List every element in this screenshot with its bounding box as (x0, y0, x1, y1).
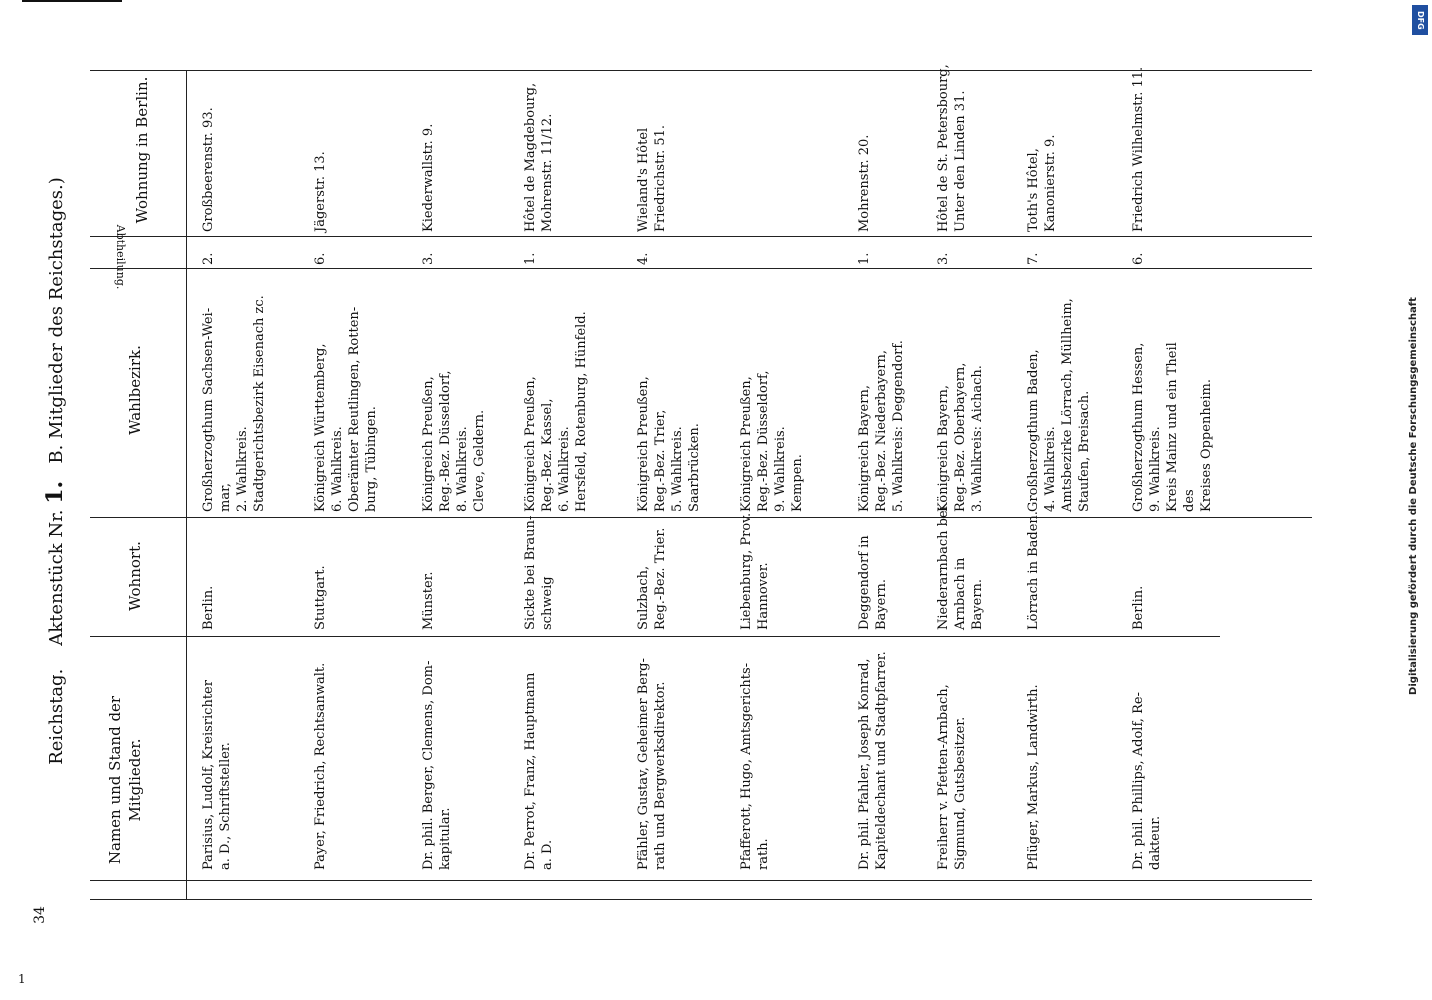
row-9-abt: 7. (1026, 252, 1041, 265)
row-2-wohnung: Jägerstr. 13. (313, 151, 328, 232)
col-rule-wahlbezirk (90, 517, 1312, 518)
running-header (42, 31, 68, 911)
row-9-wohnort: Lörrach in Baden. (1026, 511, 1041, 630)
table-bottom-rule (90, 899, 1312, 900)
row-10-wohnung: Friedrich Wilhelmstr. 11. (1131, 66, 1146, 232)
row-1-abt: 2. (201, 252, 216, 265)
page-number: 34 (32, 906, 48, 924)
row-6-wahlbezirk: Königreich Preußen, Reg.-Bez. Düsseldorf, 9. Wahlkreis. Kempen. (739, 370, 805, 512)
row-2-name: Payer, Friedrich, Rechtsanwalt. (313, 662, 328, 870)
row-4-name: Dr. Perrot, Franz, Hauptmann a. D. (523, 672, 555, 870)
row-5-abt: 4. (636, 252, 651, 265)
side-caption: Digitalisierung gefördert durch die Deutsche Forschungsgemeinschaft (1408, 297, 1419, 695)
row-3-wohnort: Münster. (421, 571, 436, 630)
row-4-wohnort: Sickte bei Braun- schweig (523, 515, 555, 630)
header-wohnung: Wohnung in Berlin. (133, 76, 151, 224)
row-7-wahlbezirk: Königreich Bayern, Reg.-Bez. Niederbayern, 5. Wahlkreis: Deggendorf. (857, 340, 906, 512)
row-8-wahlbezirk: Königreich Bayern, Reg.-Bez. Oberbayern, 3. Wahlkreis: Aichach. (936, 362, 985, 512)
row-5-wahlbezirk: Königreich Preußen, Reg.-Bez. Trier, 5. Wahlkreis. Saarbrücken. (636, 376, 702, 512)
header-bottom-rule (90, 880, 1312, 881)
row-10-wahlbezirk: Großherzogthum Hessen, 9. Wahlkreis. Kreis Mainz und ein Theil des Kreises Oppenheim. (1131, 342, 1214, 512)
row-2-wahlbezirk: Königreich Württemberg, 6. Wahlkreis. Oberämter Reutlingen, Rotten- burg, Tübingen. (313, 306, 379, 512)
row-9-name: Pflüger, Markus, Landwirth. (1026, 684, 1041, 870)
row-10-name: Dr. phil. Phillips, Adolf, Re- dakteur. (1131, 692, 1163, 870)
row-7-abt: 1. (857, 252, 872, 265)
row-1-wohnort: Berlin. (201, 585, 216, 630)
header-names: Namen und Stand der Mitglieder. (106, 695, 144, 865)
row-1-name: Parisius, Ludolf, Kreisrichter a. D., Schriftsteller. (201, 680, 233, 870)
table-top-rule (90, 70, 1312, 71)
row-9-wahlbezirk: Großherzogthum Baden, 4. Wahlkreis. Amtsbezirke Lörrach, Müllheim, Staufen, Breisach. (1026, 298, 1092, 512)
row-4-wohnung: Hôtel de Magdebourg, Mohrenstr. 11/12. (523, 82, 555, 232)
row-2-abt: 6. (313, 252, 328, 265)
row-3-abt: 3. (421, 252, 436, 265)
row-10-abt: 6. (1131, 252, 1146, 265)
dfg-logo: DFG (1412, 5, 1428, 35)
row-4-abt: 1. (523, 252, 538, 265)
row-6-name: Pfafferott, Hugo, Amtsgerichts- rath. (739, 662, 771, 870)
row-3-wohnung: Kiederwallstr. 9. (421, 123, 436, 232)
row-10-wohnort: Berlin. (1131, 585, 1146, 630)
header-left: Reichstag. (46, 668, 67, 765)
row-5-wohnort: Sulzbach, Reg.-Bez. Trier. (636, 527, 668, 630)
col-rule-abtheilung (90, 268, 1312, 269)
row-8-wohnort: Niederarnbach bei Arnbach in Bayern. (936, 506, 985, 630)
row-3-wahlbezirk: Königreich Preußen, Reg.-Bez. Düsseldorf, 8. Wahlkreis. Cleve, Geldern. (421, 370, 487, 512)
row-9-wohnung: Toth's Hôtel, Kanonierstr. 9. (1026, 134, 1058, 232)
row-4-wahlbezirk: Königreich Preußen, Reg.-Bez. Kassel, 6. Wahlkreis. Hersfeld, Rotenburg, Hünfeld. (523, 311, 589, 512)
row-5-wohnung: Wieland's Hôtel Friedrichstr. 51. (636, 124, 668, 232)
header-abtheilung: Abtheilung. (114, 224, 127, 290)
row-7-wohnung: Mohrenstr. 20. (857, 134, 872, 232)
col-rule-wohnung (90, 236, 1312, 237)
header-wohnort: Wohnort. (126, 541, 144, 611)
row-5-name: Pfähler, Gustav, Geheimer Berg- rath und Bergwerksdirektor. (636, 658, 668, 870)
row-6-wohnort: Liebenburg, Prov. Hannover. (739, 512, 771, 630)
top-rule (22, 0, 122, 2)
header-right: B. Mitglieder des Reichstages.) (46, 177, 67, 464)
row-7-name: Dr. phil. Pfahler, Joseph Konrad, Kapiteldechant und Stadtpfarrer. (857, 651, 889, 870)
row-1-wahlbezirk: Großherzogthum Sachsen-Wei- mar, 2. Wahlkreis. Stadtgerichtsbezirk Eisenach zc. (201, 295, 267, 512)
row-1-wohnung: Großbeerenstr. 93. (201, 107, 216, 232)
header-middle: Aktenstück Nr. (46, 509, 67, 646)
row-8-abt: 3. (936, 252, 951, 265)
header-wahlbezirk: Wahlbezirk. (126, 345, 144, 435)
header-divider (186, 70, 187, 900)
header-number: 1. (42, 480, 68, 504)
row-8-name: Freiherr v. Pfetten-Arnbach, Sigmund, Gutsbesitzer. (936, 684, 968, 870)
margin-tick: 1 (18, 972, 26, 986)
row-3-name: Dr. phil. Berger, Clemens, Dom- kapitular. (421, 660, 453, 870)
col-rule-wohnort (90, 636, 1220, 637)
members-table (90, 64, 1312, 900)
row-8-wohnung: Hôtel de St. Petersbourg, Unter den Linden 31. (936, 64, 968, 232)
row-7-wohnort: Deggendorf in Bayern. (857, 535, 889, 630)
row-2-wohnort: Stuttgart. (313, 565, 328, 630)
